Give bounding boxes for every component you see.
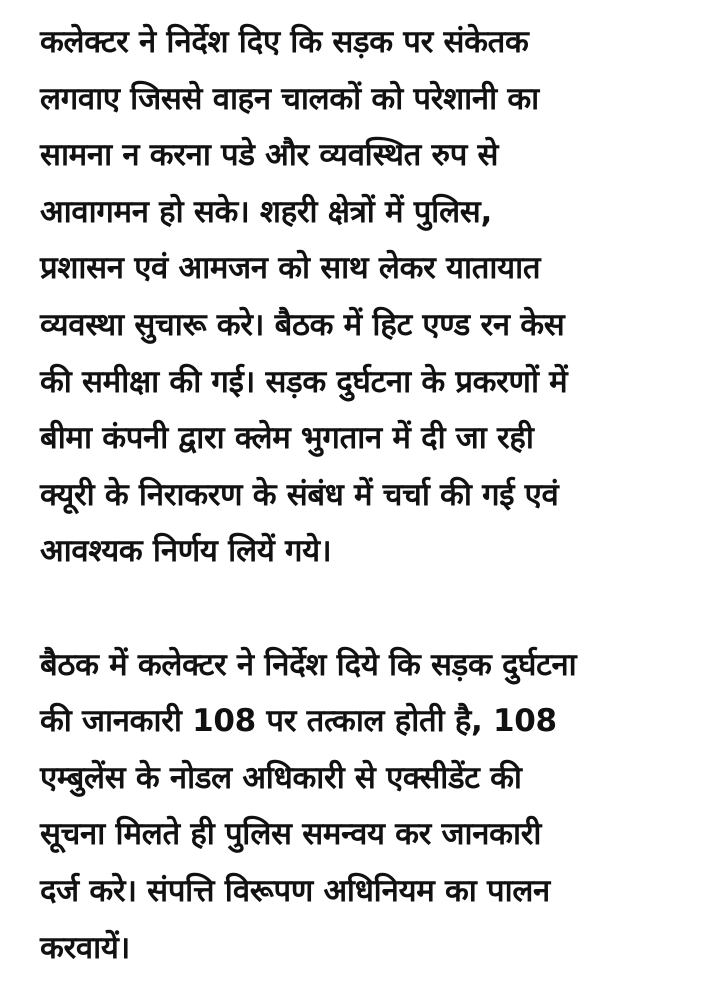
- article-body: [40, 14, 700, 976]
- paragraph-road-signage: कलेक्टर ने निर्देश दिए कि सड़क पर संकेतक लगवाए जिससे वाहन चालकों को परेशानी का सामना न करना पडे और व्यवस्थित रुप से आवागमन हो सके। शहरी क्षेत्रों में पुलिस, प्रशासन एवं आमजन को साथ लेकर यातायात व्यवस्था सुचारू करे। बैठक में हिट एण्ड रन केस की समीक्षा की गई। सड़क दुर्घटना के प्रकरणों में बीमा कंपनी द्वारा क्लेम भुगतान में दी जा रही क्यूरी के निराकरण के संबंध में चर्चा की गई एवं आवश्यक निर्णय लियें गये।: [40, 24, 568, 570]
- paragraph-accident-reporting: बैठक में कलेक्टर ने निर्देश दिये कि सड़क दुर्घटना की जानकारी 108 पर तत्काल होती है, 108 एम्बुलेंस के नोडल अधिकारी से एक्सीडेंट की सूचना मिलते ही पुलिस समन्वय कर जानकारी दर्ज करे। संपत्ति विरूपण अधिनियम का पालन करवायें।: [40, 646, 577, 966]
- paragraph-spacer: [40, 580, 700, 637]
